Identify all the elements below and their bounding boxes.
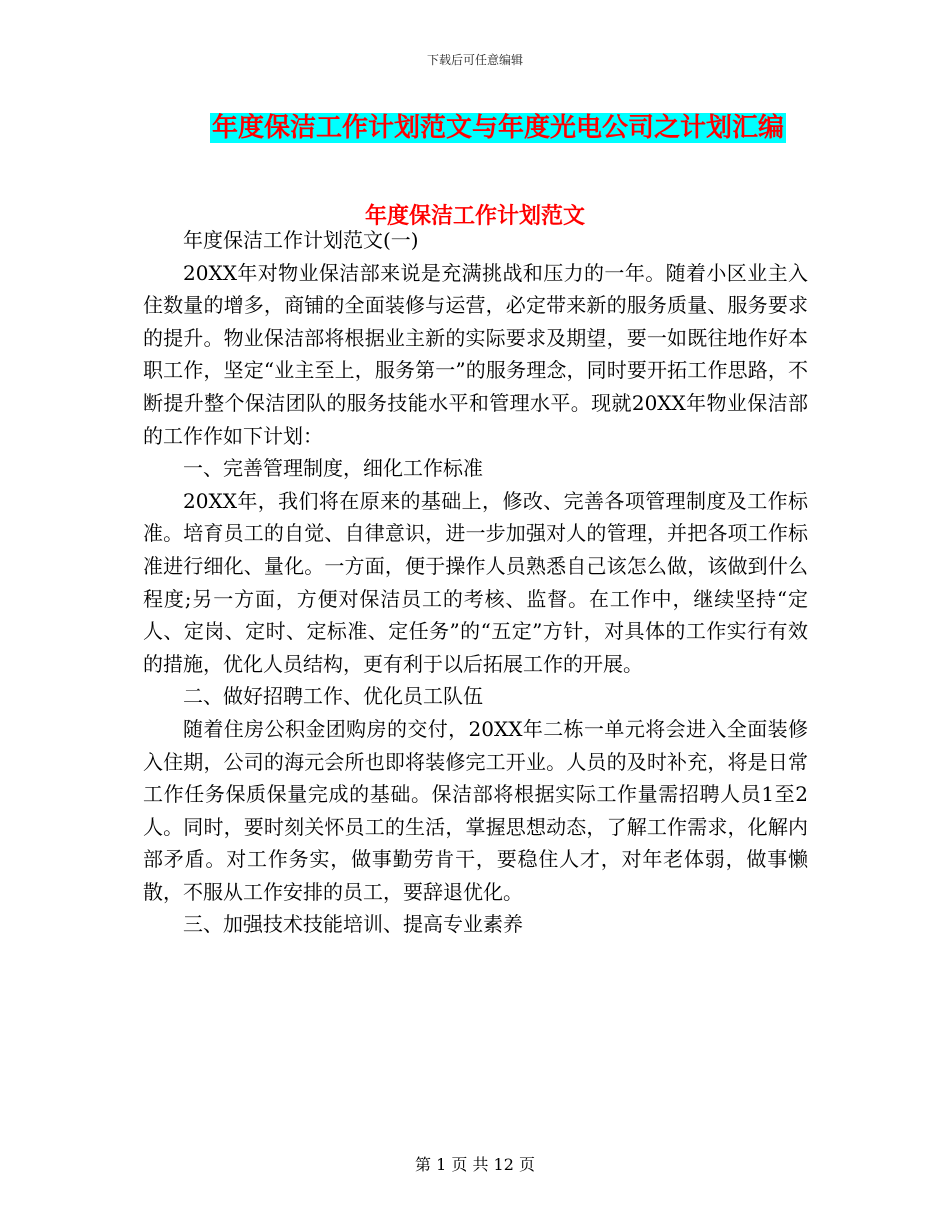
body-text bbox=[143, 224, 808, 941]
paragraph: 20XX年，我们将在原来的基础上，修改、完善各项管理制度及工作标准。培育员工的自觉、自律意识，进一步加强对人的管理，并把各项工作标准进行细化、量化。一方面，便于操作人员熟悉自己该怎么做，该做到什么程度;另一方面，方便对保洁员工的考核、监督。在工作中，继续坚持“定人、定岗、定时、定标准、定任务”的“五定”方针，对具体的工作实行有效的措施，优化人员结构，更有利于以后拓展工作的开展。 bbox=[143, 488, 808, 676]
header-note: 下载后可任意编辑 bbox=[426, 53, 523, 67]
section-title: 年度保洁工作计划范文 bbox=[364, 203, 585, 229]
document-title-text: 年度保洁工作计划范文与年度光电公司之计划汇编 bbox=[211, 113, 784, 143]
paragraph-heading: 年度保洁工作计划范文(一) bbox=[183, 228, 419, 252]
paragraph: 20XX年对物业保洁部来说是充满挑战和压力的一年。随着小区业主入住数量的增多，商铺的全面装修与运营，必定带来新的服务质量、服务要求的提升。物业保洁部将根据业主新的实际要求及期望，要一如既往地作好本职工作，坚定“业主至上，服务第一”的服务理念，同时要开拓工作思路，不断提升整个保洁团队的服务技能水平和管理水平。现就20XX年物业保洁部的工作作如下计划： bbox=[143, 260, 808, 448]
document-title bbox=[0, 111, 950, 145]
paragraph: 随着住房公积金团购房的交付，20XX年二栋一单元将会进入全面装修入住期，公司的海元会所也即将装修完工开业。人员的及时补充，将是日常工作任务保质保量完成的基础。保洁部将根据实际工作量需招聘人员1至2人。同时，要时刻关怀员工的生活，掌握思想动态，了解工作需求，化解内部矛盾。对工作务实，做事勤劳肯干，要稳住人才，对年老体弱，做事懒散，不服从工作安排的员工，要辞退优化。 bbox=[143, 716, 808, 904]
page-footer: 第 1 页 共 12 页 bbox=[415, 1155, 535, 1174]
paragraph-heading: 二、做好招聘工作、优化员工队伍 bbox=[183, 684, 483, 709]
paragraph-heading: 一、完善管理制度，细化工作标准 bbox=[183, 456, 483, 481]
paragraph-heading: 三、加强技术技能培训、提高专业素养 bbox=[183, 912, 523, 937]
